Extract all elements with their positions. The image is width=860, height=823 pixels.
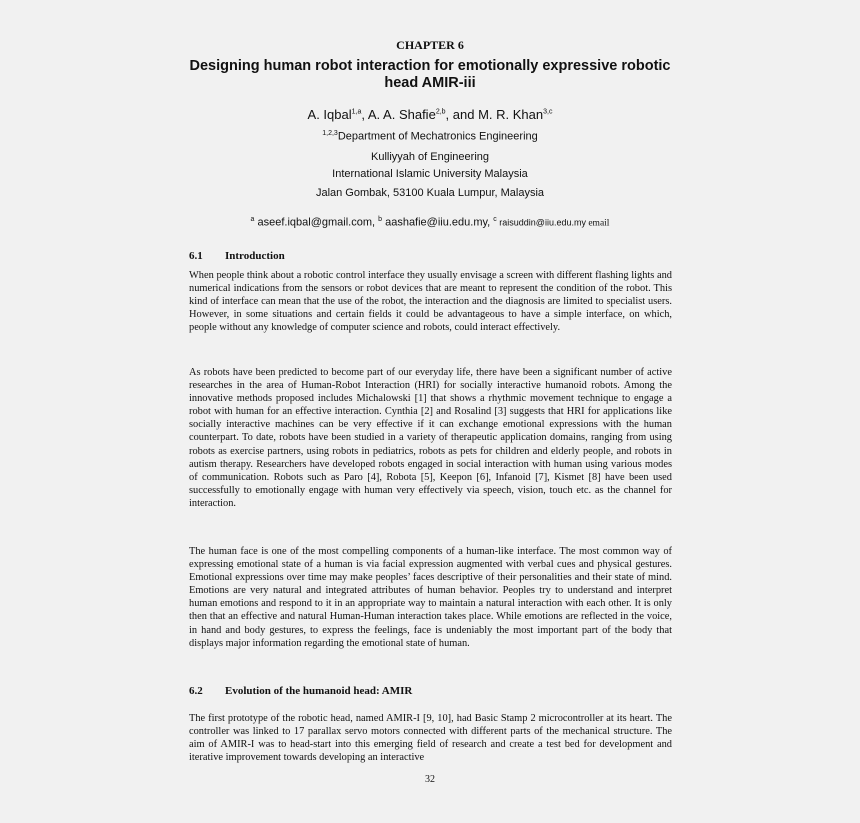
affiliation-superscript: 1,2,3 (322, 130, 338, 137)
email-a: aseef.iqbal@gmail.com, (254, 216, 376, 229)
section-title: Evolution of the humanoid head: AMIR (225, 685, 413, 697)
section-heading-introduction (189, 250, 285, 262)
email-c-superscript: c (493, 216, 497, 223)
author-1-superscript: 1,a (351, 108, 362, 116)
email-label: email (585, 218, 610, 229)
author-list (0, 107, 860, 122)
affiliation-line-4: Jalan Gombak, 53100 Kuala Lumpur, Malaysia (315, 187, 545, 199)
affiliation-line-1: $^{1,2,3}$Department of Mechatronics Engineering (322, 130, 538, 143)
title-line-2: head AMIR-iii (384, 75, 476, 91)
email-a-superscript: a (250, 216, 255, 223)
paragraph-1: When people think about a robotic control interface they usually envisage a screen with different flashing lights and numerical indications from the sensors or robot devices that are meant to represent the condition of the robot. This kind of interface can mean that the use of the robot, the interaction and the diagnosis are limited to specialist users. However, in some situations and certain fields it could be advantageous to have a simple interface, on which, people without any knowledge of computer science and robots, could interact effectively. (189, 270, 672, 334)
email-b: aashafie@iiu.edu.my, (382, 216, 491, 229)
email-c: raisuddin@iiu.edu.my (496, 217, 586, 228)
paragraph-4: The first prototype of the robotic head, named AMIR-I [9, 10], had Basic Stamp 2 microcontroller at its heart. The controller was linked to 17 parallax servo motors connected with different parts of the mechanical structure. The aim of AMIR-I was to head-start into this emerging field of research and create a test bed for development and iterative improvement towards developing an interactive (189, 713, 672, 764)
section-title: Introduction (225, 250, 285, 262)
page-number: 32 (425, 774, 435, 785)
author-2: , A. A. Shafie (361, 107, 436, 122)
section-number: 6.2 (189, 685, 203, 697)
affiliation-line-3: International Islamic University Malaysia (332, 168, 528, 180)
section-number: 6.1 (189, 250, 203, 262)
email-b-superscript: b (378, 216, 383, 223)
paper-title (180, 58, 680, 92)
paragraph-3: The human face is one of the most compelling components of a human-like interface. The most common way of expressing emotional state of a human is via facial expression augmented with verbal cues and physical gestures. Emotional expressions over time may make peoples’ faces descriptive of their personalities and their state of mind. Emotions are very natural and integrated attributes of human behavior. Peoples try to understand and interpret human emotions and respond to it in an appropriate way to maintain a natural interaction with each other. It is only then that an effective and natural Human-Human interaction takes place. While emotions are reflected in the voice, in hand and body gestures, to express the feelings, face is undeniably the most important part of the body that displays major information regarding the emotional state of human. (189, 546, 672, 649)
author-3: , and M. R. Khan (445, 107, 544, 122)
author-3-superscript: 3,c (543, 108, 553, 116)
author-1: A. Iqbal (307, 107, 352, 122)
paragraph-2: As robots have been predicted to become part of our everyday life, there have been a significant number of active researches in the area of Human-Robot Interaction (HRI) for socially interactive humanoid robots. Among the innovative methods proposed includes Michalowski [1] that shows a rhythmic movement technique to engage a robot with human for an effective interaction. Cynthia [2] and Rosalind [3] suggests that HRI for applications like socially interactive machines can be very effective if it can exchange emotional expressions with the human counterpart. To date, robots have been studied in a variety of therapeutic application domains, ranging from using robots as exercise partners, using robots in pediatrics, robots as pets for children and elderly people, and robots in autism therapy. Researchers have developed robots engaged in social interaction with human using various modes of communication. Robots such as Paro [4], Robota [5], Keepon [6], Infanoid [7], Kismet [8] have been used successfully to emotionally engage with human very effectively via speech, vision, touch etc. as the channel for interaction. (189, 367, 672, 509)
title-line-1: Designing human robot interaction for emotionally expressive robotic (189, 58, 671, 74)
author-emails (0, 216, 860, 229)
section-heading-evolution (189, 685, 412, 697)
chapter-label: CHAPTER 6 (396, 38, 464, 52)
affiliation-line-2: Kulliyyah of Engineering (370, 151, 490, 163)
author-2-superscript: 2,b (435, 108, 446, 116)
